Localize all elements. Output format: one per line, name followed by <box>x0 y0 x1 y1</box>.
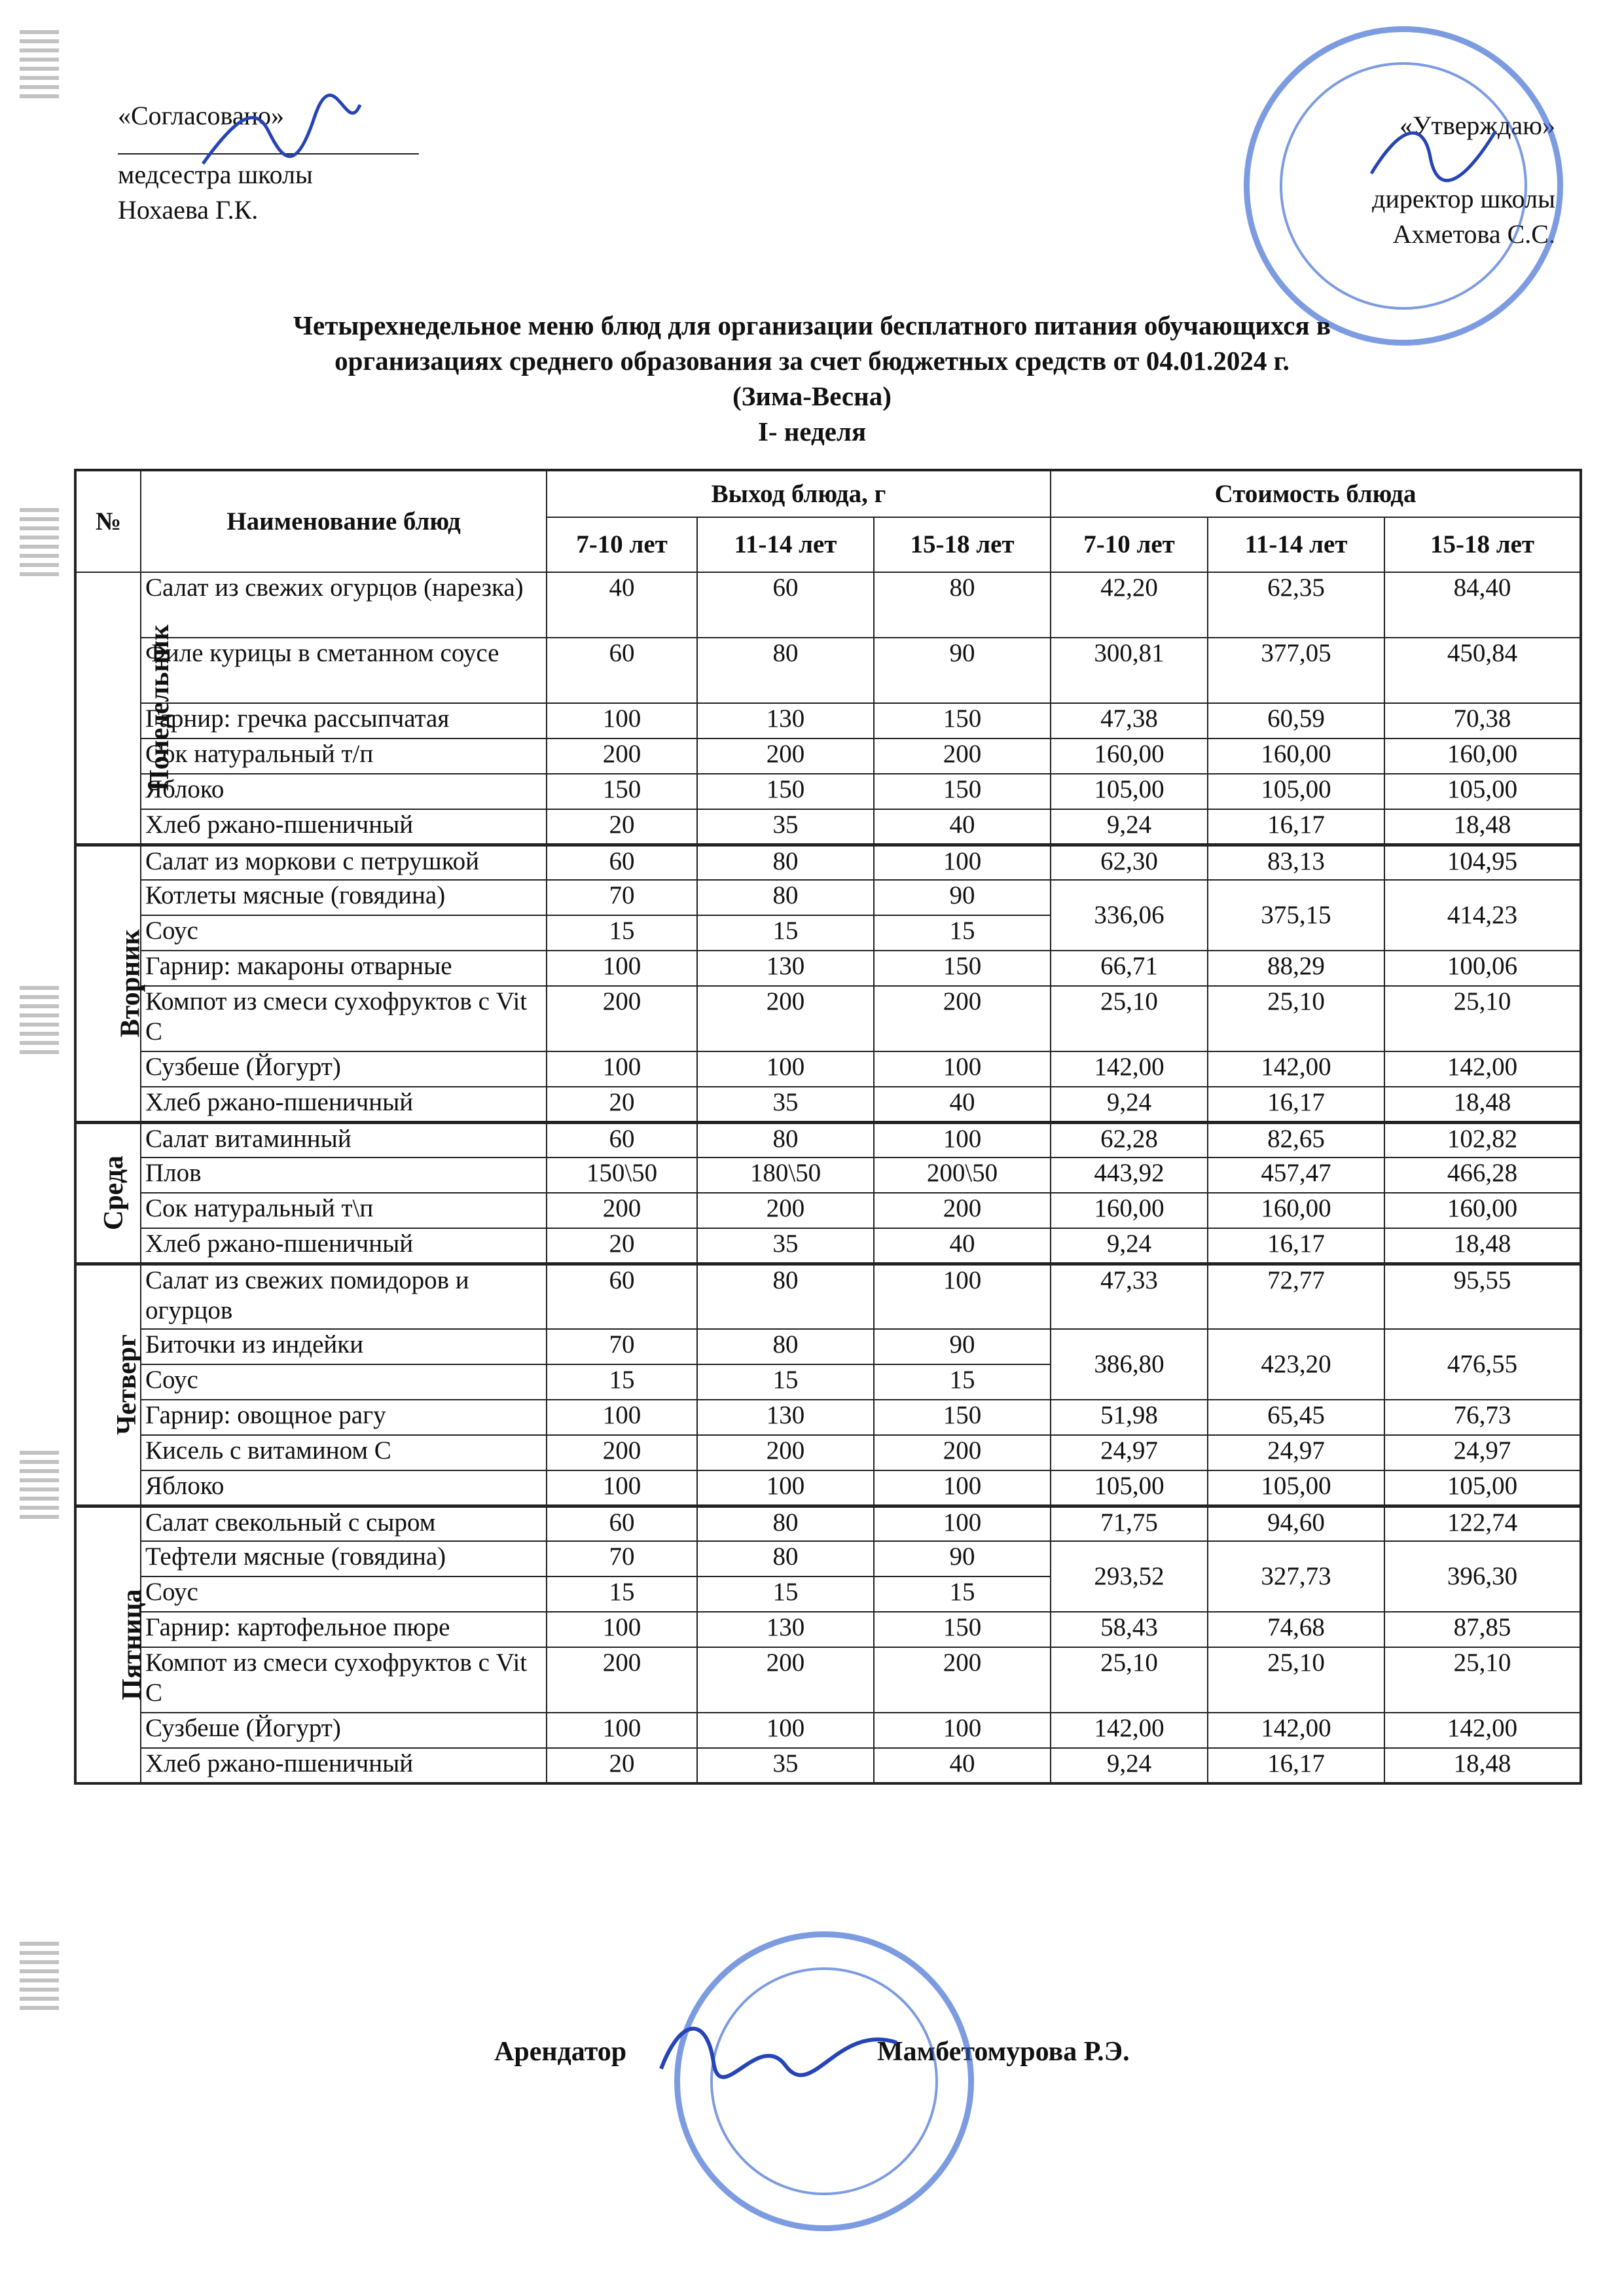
tenant-signature <box>655 2003 903 2095</box>
yield-cell: 80 <box>697 1329 874 1364</box>
day-label <box>75 1506 147 1783</box>
yield-cell: 100 <box>547 1713 697 1748</box>
day-name: Среда <box>99 1155 130 1230</box>
day-label <box>75 1264 141 1506</box>
yield-cell: 35 <box>697 1087 874 1122</box>
yield-cell: 80 <box>874 572 1051 638</box>
cost-cell: 466,28 <box>1384 1157 1581 1193</box>
yield-cell: 100 <box>547 1470 697 1506</box>
dish-name: Кисель с витамином С <box>141 1435 547 1470</box>
cost-cell: 71,75 <box>1051 1506 1208 1541</box>
cost-cell: 457,47 <box>1208 1157 1384 1193</box>
dish-name: Салат из свежих помидоров и огурцов <box>141 1264 547 1329</box>
table-row <box>75 1193 1581 1228</box>
table-row <box>75 703 1581 738</box>
yield-cell: 200 <box>874 1193 1051 1228</box>
dish-name: Салат из свежих огурцов (нарезка) <box>141 572 547 638</box>
table-row <box>75 880 1581 915</box>
yield-cell: 200 <box>697 1435 874 1470</box>
table-row <box>75 1400 1581 1435</box>
table-row <box>75 951 1581 986</box>
cost-cell: 327,73 <box>1208 1541 1384 1612</box>
dish-name: Котлеты мясные (говядина) <box>141 880 547 915</box>
approved-role: медсестра школы <box>118 160 313 189</box>
dish-name: Салат витаминный <box>141 1122 547 1157</box>
dish-name: Хлеб ржано-пшеничный <box>141 1087 547 1122</box>
cost-cell: 9,24 <box>1051 1087 1208 1122</box>
table-row <box>75 1713 1581 1748</box>
yield-cell: 60 <box>547 1264 697 1329</box>
dish-name: Гарнир: картофельное пюре <box>141 1612 547 1647</box>
cost-cell: 76,73 <box>1384 1400 1581 1435</box>
yield-cell: 60 <box>547 638 697 703</box>
cost-cell: 84,40 <box>1384 572 1581 638</box>
menu-table <box>74 469 1582 1785</box>
yield-cell: 130 <box>697 951 874 986</box>
dish-name: Хлеб ржано-пшеничный <box>141 1748 547 1783</box>
yield-cell: 20 <box>547 1748 697 1783</box>
yield-cell: 40 <box>874 809 1051 845</box>
yield-cell: 200 <box>547 1647 697 1713</box>
cost-cell: 9,24 <box>1051 1228 1208 1264</box>
dish-name: Хлеб ржано-пшеничный <box>141 809 547 845</box>
day-name: Понедельник <box>145 624 175 791</box>
col-yield: Выход блюда, г <box>547 470 1051 517</box>
dish-name: Сузбеше (Йогурт) <box>141 1713 547 1748</box>
dish-name: Соус <box>141 1364 547 1400</box>
yield-cell: 100 <box>697 1051 874 1087</box>
yield-cell: 40 <box>874 1748 1051 1783</box>
cost-cell: 105,00 <box>1208 1470 1384 1506</box>
cost-cell: 122,74 <box>1384 1506 1581 1541</box>
cost-cell: 83,13 <box>1208 845 1384 880</box>
cost-cell: 160,00 <box>1208 738 1384 774</box>
table-row <box>75 1748 1581 1783</box>
yield-cell: 35 <box>697 809 874 845</box>
tenant-label: Арендатор <box>494 2037 627 2067</box>
yield-cell: 40 <box>874 1087 1051 1122</box>
table-row <box>75 1264 1581 1329</box>
yield-cell: 130 <box>697 1400 874 1435</box>
table-row <box>75 572 1581 638</box>
confirm-name: Ахметова С.С. <box>1392 219 1555 249</box>
cost-cell: 70,38 <box>1384 703 1581 738</box>
document-title: Четырехнедельное меню блюд для организации бесплатного питания обучающихся в организациях среднего образования за счет бюджетных средств от 04.01.2024 г. (Зима-Весна) I- неделя <box>293 310 1331 446</box>
dish-name: Компот из смеси сухофруктов с Vit C <box>141 986 547 1051</box>
cost-cell: 142,00 <box>1384 1051 1581 1087</box>
dish-name: Тефтели мясные (говядина) <box>141 1541 547 1576</box>
cost-cell: 94,60 <box>1208 1506 1384 1541</box>
cost-cell: 58,43 <box>1051 1612 1208 1647</box>
dish-name: Салат свекольный с сыром <box>141 1506 547 1541</box>
cost-cell: 104,95 <box>1384 845 1581 880</box>
age-header: 15-18 лет <box>1384 517 1581 572</box>
cost-cell: 25,10 <box>1208 1647 1384 1713</box>
cost-cell: 66,71 <box>1051 951 1208 986</box>
cost-cell: 47,38 <box>1051 703 1208 738</box>
cost-cell: 423,20 <box>1208 1329 1384 1400</box>
yield-cell: 80 <box>697 880 874 915</box>
yield-cell: 80 <box>697 1264 874 1329</box>
cost-cell: 88,29 <box>1208 951 1384 986</box>
cost-cell: 87,85 <box>1384 1612 1581 1647</box>
cost-cell: 105,00 <box>1384 1470 1581 1506</box>
yield-cell: 20 <box>547 1087 697 1122</box>
yield-cell: 100 <box>697 1470 874 1506</box>
dish-name: Сузбеше (Йогурт) <box>141 1051 547 1087</box>
dish-name: Салат из моркови с петрушкой <box>141 845 547 880</box>
yield-cell: 80 <box>697 1541 874 1576</box>
approved-label: «Согласовано» <box>118 101 285 130</box>
yield-cell: 20 <box>547 809 697 845</box>
yield-cell: 40 <box>874 1228 1051 1264</box>
yield-cell: 60 <box>547 845 697 880</box>
table-row <box>75 1612 1581 1647</box>
yield-cell: 150\50 <box>547 1157 697 1193</box>
yield-cell: 150 <box>547 774 697 809</box>
cost-cell: 18,48 <box>1384 1748 1581 1783</box>
yield-cell: 15 <box>874 1576 1051 1612</box>
yield-cell: 100 <box>874 1506 1051 1541</box>
cost-cell: 65,45 <box>1208 1400 1384 1435</box>
cost-cell: 375,15 <box>1208 880 1384 951</box>
col-dish-name: Наименование блюд <box>141 470 547 572</box>
yield-cell: 100 <box>874 1264 1051 1329</box>
cost-cell: 476,55 <box>1384 1329 1581 1400</box>
yield-cell: 200 <box>874 1647 1051 1713</box>
cost-cell: 142,00 <box>1051 1051 1208 1087</box>
cost-cell: 16,17 <box>1208 809 1384 845</box>
cost-cell: 24,97 <box>1051 1435 1208 1470</box>
day-label <box>75 1122 141 1264</box>
yield-cell: 20 <box>547 1228 697 1264</box>
yield-cell: 200 <box>547 738 697 774</box>
cost-cell: 42,20 <box>1051 572 1208 638</box>
cost-cell: 62,30 <box>1051 845 1208 880</box>
yield-cell: 100 <box>547 1051 697 1087</box>
day-label <box>75 845 146 1122</box>
yield-cell: 40 <box>547 572 697 638</box>
cost-cell: 142,00 <box>1384 1713 1581 1748</box>
yield-cell: 35 <box>697 1228 874 1264</box>
cost-cell: 16,17 <box>1208 1228 1384 1264</box>
table-row <box>75 845 1581 880</box>
cost-cell: 377,05 <box>1208 638 1384 703</box>
yield-cell: 70 <box>547 880 697 915</box>
yield-cell: 15 <box>547 1576 697 1612</box>
yield-cell: 15 <box>874 1364 1051 1400</box>
yield-cell: 90 <box>874 638 1051 703</box>
cost-cell: 160,00 <box>1051 1193 1208 1228</box>
yield-cell: 60 <box>547 1506 697 1541</box>
day-name: Четверг <box>111 1334 142 1435</box>
dish-name: Сок натуральный т\п <box>141 1193 547 1228</box>
yield-cell: 15 <box>547 915 697 951</box>
dish-name: Плов <box>141 1157 547 1193</box>
table-row <box>75 638 1581 703</box>
menu-body <box>75 572 1581 1783</box>
cost-cell: 300,81 <box>1051 638 1208 703</box>
day-name: Пятница <box>117 1588 147 1700</box>
cost-cell: 18,48 <box>1384 1228 1581 1264</box>
cost-cell: 160,00 <box>1384 738 1581 774</box>
yield-cell: 100 <box>874 845 1051 880</box>
table-row <box>75 809 1581 845</box>
yield-cell: 15 <box>697 1576 874 1612</box>
cost-cell: 142,00 <box>1208 1713 1384 1748</box>
yield-cell: 100 <box>697 1713 874 1748</box>
yield-cell: 70 <box>547 1541 697 1576</box>
table-row <box>75 1470 1581 1506</box>
yield-cell: 15 <box>547 1364 697 1400</box>
dish-name: Сок натуральный т/п <box>141 738 547 774</box>
dish-name: Биточки из индейки <box>141 1329 547 1364</box>
yield-cell: 150 <box>874 703 1051 738</box>
cost-cell: 82,65 <box>1208 1122 1384 1157</box>
dish-name: Гарнир: овощное рагу <box>141 1400 547 1435</box>
approved-name: Нохаева Г.К. <box>118 195 259 225</box>
age-header: 7-10 лет <box>547 517 697 572</box>
yield-cell: 200 <box>547 1435 697 1470</box>
yield-cell: 200 <box>547 1193 697 1228</box>
yield-cell: 15 <box>874 915 1051 951</box>
yield-cell: 90 <box>874 880 1051 915</box>
cost-cell: 60,59 <box>1208 703 1384 738</box>
table-row <box>75 1087 1581 1122</box>
cost-cell: 16,17 <box>1208 1748 1384 1783</box>
yield-cell: 200\50 <box>874 1157 1051 1193</box>
cost-cell: 414,23 <box>1384 880 1581 951</box>
dish-name: Яблоко <box>141 1470 547 1506</box>
cost-cell: 72,77 <box>1208 1264 1384 1329</box>
cost-cell: 293,52 <box>1051 1541 1208 1612</box>
yield-cell: 200 <box>697 1193 874 1228</box>
cost-cell: 105,00 <box>1051 1470 1208 1506</box>
cost-cell: 160,00 <box>1384 1193 1581 1228</box>
cost-cell: 160,00 <box>1051 738 1208 774</box>
yield-cell: 150 <box>874 774 1051 809</box>
cost-cell: 9,24 <box>1051 1748 1208 1783</box>
cost-cell: 25,10 <box>1384 1647 1581 1713</box>
table-row <box>75 1506 1581 1541</box>
cost-cell: 16,17 <box>1208 1087 1384 1122</box>
cost-cell: 74,68 <box>1208 1612 1384 1647</box>
cost-cell: 24,97 <box>1384 1435 1581 1470</box>
table-row <box>75 1647 1581 1713</box>
yield-cell: 200 <box>874 738 1051 774</box>
scan-edge-mark <box>20 504 59 576</box>
yield-cell: 90 <box>874 1541 1051 1576</box>
dish-name: Соус <box>141 915 547 951</box>
cost-cell: 396,30 <box>1384 1541 1581 1612</box>
yield-cell: 150 <box>874 1612 1051 1647</box>
yield-cell: 100 <box>547 703 697 738</box>
yield-cell: 200 <box>697 1647 874 1713</box>
age-header: 15-18 лет <box>874 517 1051 572</box>
cost-cell: 62,28 <box>1051 1122 1208 1157</box>
yield-cell: 150 <box>697 774 874 809</box>
yield-cell: 15 <box>697 1364 874 1400</box>
yield-cell: 100 <box>547 1400 697 1435</box>
table-row <box>75 774 1581 809</box>
age-header: 7-10 лет <box>1051 517 1208 572</box>
yield-cell: 200 <box>697 738 874 774</box>
yield-cell: 100 <box>874 1122 1051 1157</box>
dish-name: Гарнир: гречка рассыпчатая <box>141 703 547 738</box>
yield-cell: 200 <box>874 1435 1051 1470</box>
table-row <box>75 1329 1581 1364</box>
cost-cell: 62,35 <box>1208 572 1384 638</box>
cost-cell: 100,06 <box>1384 951 1581 986</box>
yield-cell: 60 <box>697 572 874 638</box>
cost-cell: 25,10 <box>1208 986 1384 1051</box>
yield-cell: 60 <box>547 1122 697 1157</box>
age-header: 11-14 лет <box>697 517 874 572</box>
cost-cell: 142,00 <box>1208 1051 1384 1087</box>
yield-cell: 200 <box>697 986 874 1051</box>
table-row <box>75 1228 1581 1264</box>
cost-cell: 25,10 <box>1051 1647 1208 1713</box>
dish-name: Хлеб ржано-пшеничный <box>141 1228 547 1264</box>
yield-cell: 80 <box>697 845 874 880</box>
yield-cell: 130 <box>697 703 874 738</box>
cost-cell: 24,97 <box>1208 1435 1384 1470</box>
dish-name: Компот из смеси сухофруктов с Vit C <box>141 1647 547 1713</box>
cost-cell: 386,80 <box>1051 1329 1208 1400</box>
yield-cell: 70 <box>547 1329 697 1364</box>
yield-cell: 100 <box>874 1051 1051 1087</box>
table-row <box>75 1122 1581 1157</box>
yield-cell: 130 <box>697 1612 874 1647</box>
yield-cell: 100 <box>874 1713 1051 1748</box>
scan-edge-mark <box>20 982 59 1054</box>
cost-cell: 450,84 <box>1384 638 1581 703</box>
scan-edge-mark <box>20 1938 59 2010</box>
table-row <box>75 986 1581 1051</box>
table-row <box>75 1541 1581 1576</box>
cost-cell: 102,82 <box>1384 1122 1581 1157</box>
cost-cell: 105,00 <box>1384 774 1581 809</box>
confirm-role: директор школы <box>1372 184 1555 213</box>
day-name: Вторник <box>115 928 146 1038</box>
table-row <box>75 738 1581 774</box>
cost-cell: 105,00 <box>1051 774 1208 809</box>
yield-cell: 100 <box>547 1612 697 1647</box>
age-header: 11-14 лет <box>1208 517 1384 572</box>
cost-cell: 443,92 <box>1051 1157 1208 1193</box>
confirm-label: «Утверждаю» <box>1399 111 1555 140</box>
yield-cell: 100 <box>874 1470 1051 1506</box>
yield-cell: 180\50 <box>697 1157 874 1193</box>
yield-cell: 80 <box>697 1122 874 1157</box>
yield-cell: 200 <box>547 986 697 1051</box>
yield-cell: 90 <box>874 1329 1051 1364</box>
cost-cell: 18,48 <box>1384 809 1581 845</box>
cost-cell: 95,55 <box>1384 1264 1581 1329</box>
yield-cell: 15 <box>697 915 874 951</box>
scan-edge-mark <box>20 1447 59 1519</box>
cost-cell: 9,24 <box>1051 809 1208 845</box>
dish-name: Соус <box>141 1576 547 1612</box>
yield-cell: 35 <box>697 1748 874 1783</box>
table-row <box>75 1051 1581 1087</box>
col-number: № <box>75 470 141 572</box>
dish-name: Яблоко <box>141 774 547 809</box>
yield-cell: 150 <box>874 951 1051 986</box>
cost-cell: 51,98 <box>1051 1400 1208 1435</box>
yield-cell: 80 <box>697 638 874 703</box>
cost-cell: 25,10 <box>1384 986 1581 1051</box>
dish-name: Гарнир: макароны отварные <box>141 951 547 986</box>
cost-cell: 47,33 <box>1051 1264 1208 1329</box>
yield-cell: 150 <box>874 1400 1051 1435</box>
cost-cell: 160,00 <box>1208 1193 1384 1228</box>
day-label <box>75 572 175 845</box>
table-row <box>75 1435 1581 1470</box>
tenant-name: Мамбетомурова Р.Э. <box>877 2037 1130 2067</box>
yield-cell: 100 <box>547 951 697 986</box>
table-row <box>75 1157 1581 1193</box>
cost-cell: 18,48 <box>1384 1087 1581 1122</box>
yield-cell: 200 <box>874 986 1051 1051</box>
cost-cell: 25,10 <box>1051 986 1208 1051</box>
col-cost: Стоимость блюда <box>1051 470 1581 517</box>
dish-name: Филе курицы в сметанном соусе <box>141 638 547 703</box>
nurse-signature <box>196 92 367 183</box>
cost-cell: 336,06 <box>1051 880 1208 951</box>
yield-cell: 80 <box>697 1506 874 1541</box>
scan-edge-mark <box>20 26 59 98</box>
cost-cell: 105,00 <box>1208 774 1384 809</box>
director-signature <box>1362 111 1506 196</box>
cost-cell: 142,00 <box>1051 1713 1208 1748</box>
